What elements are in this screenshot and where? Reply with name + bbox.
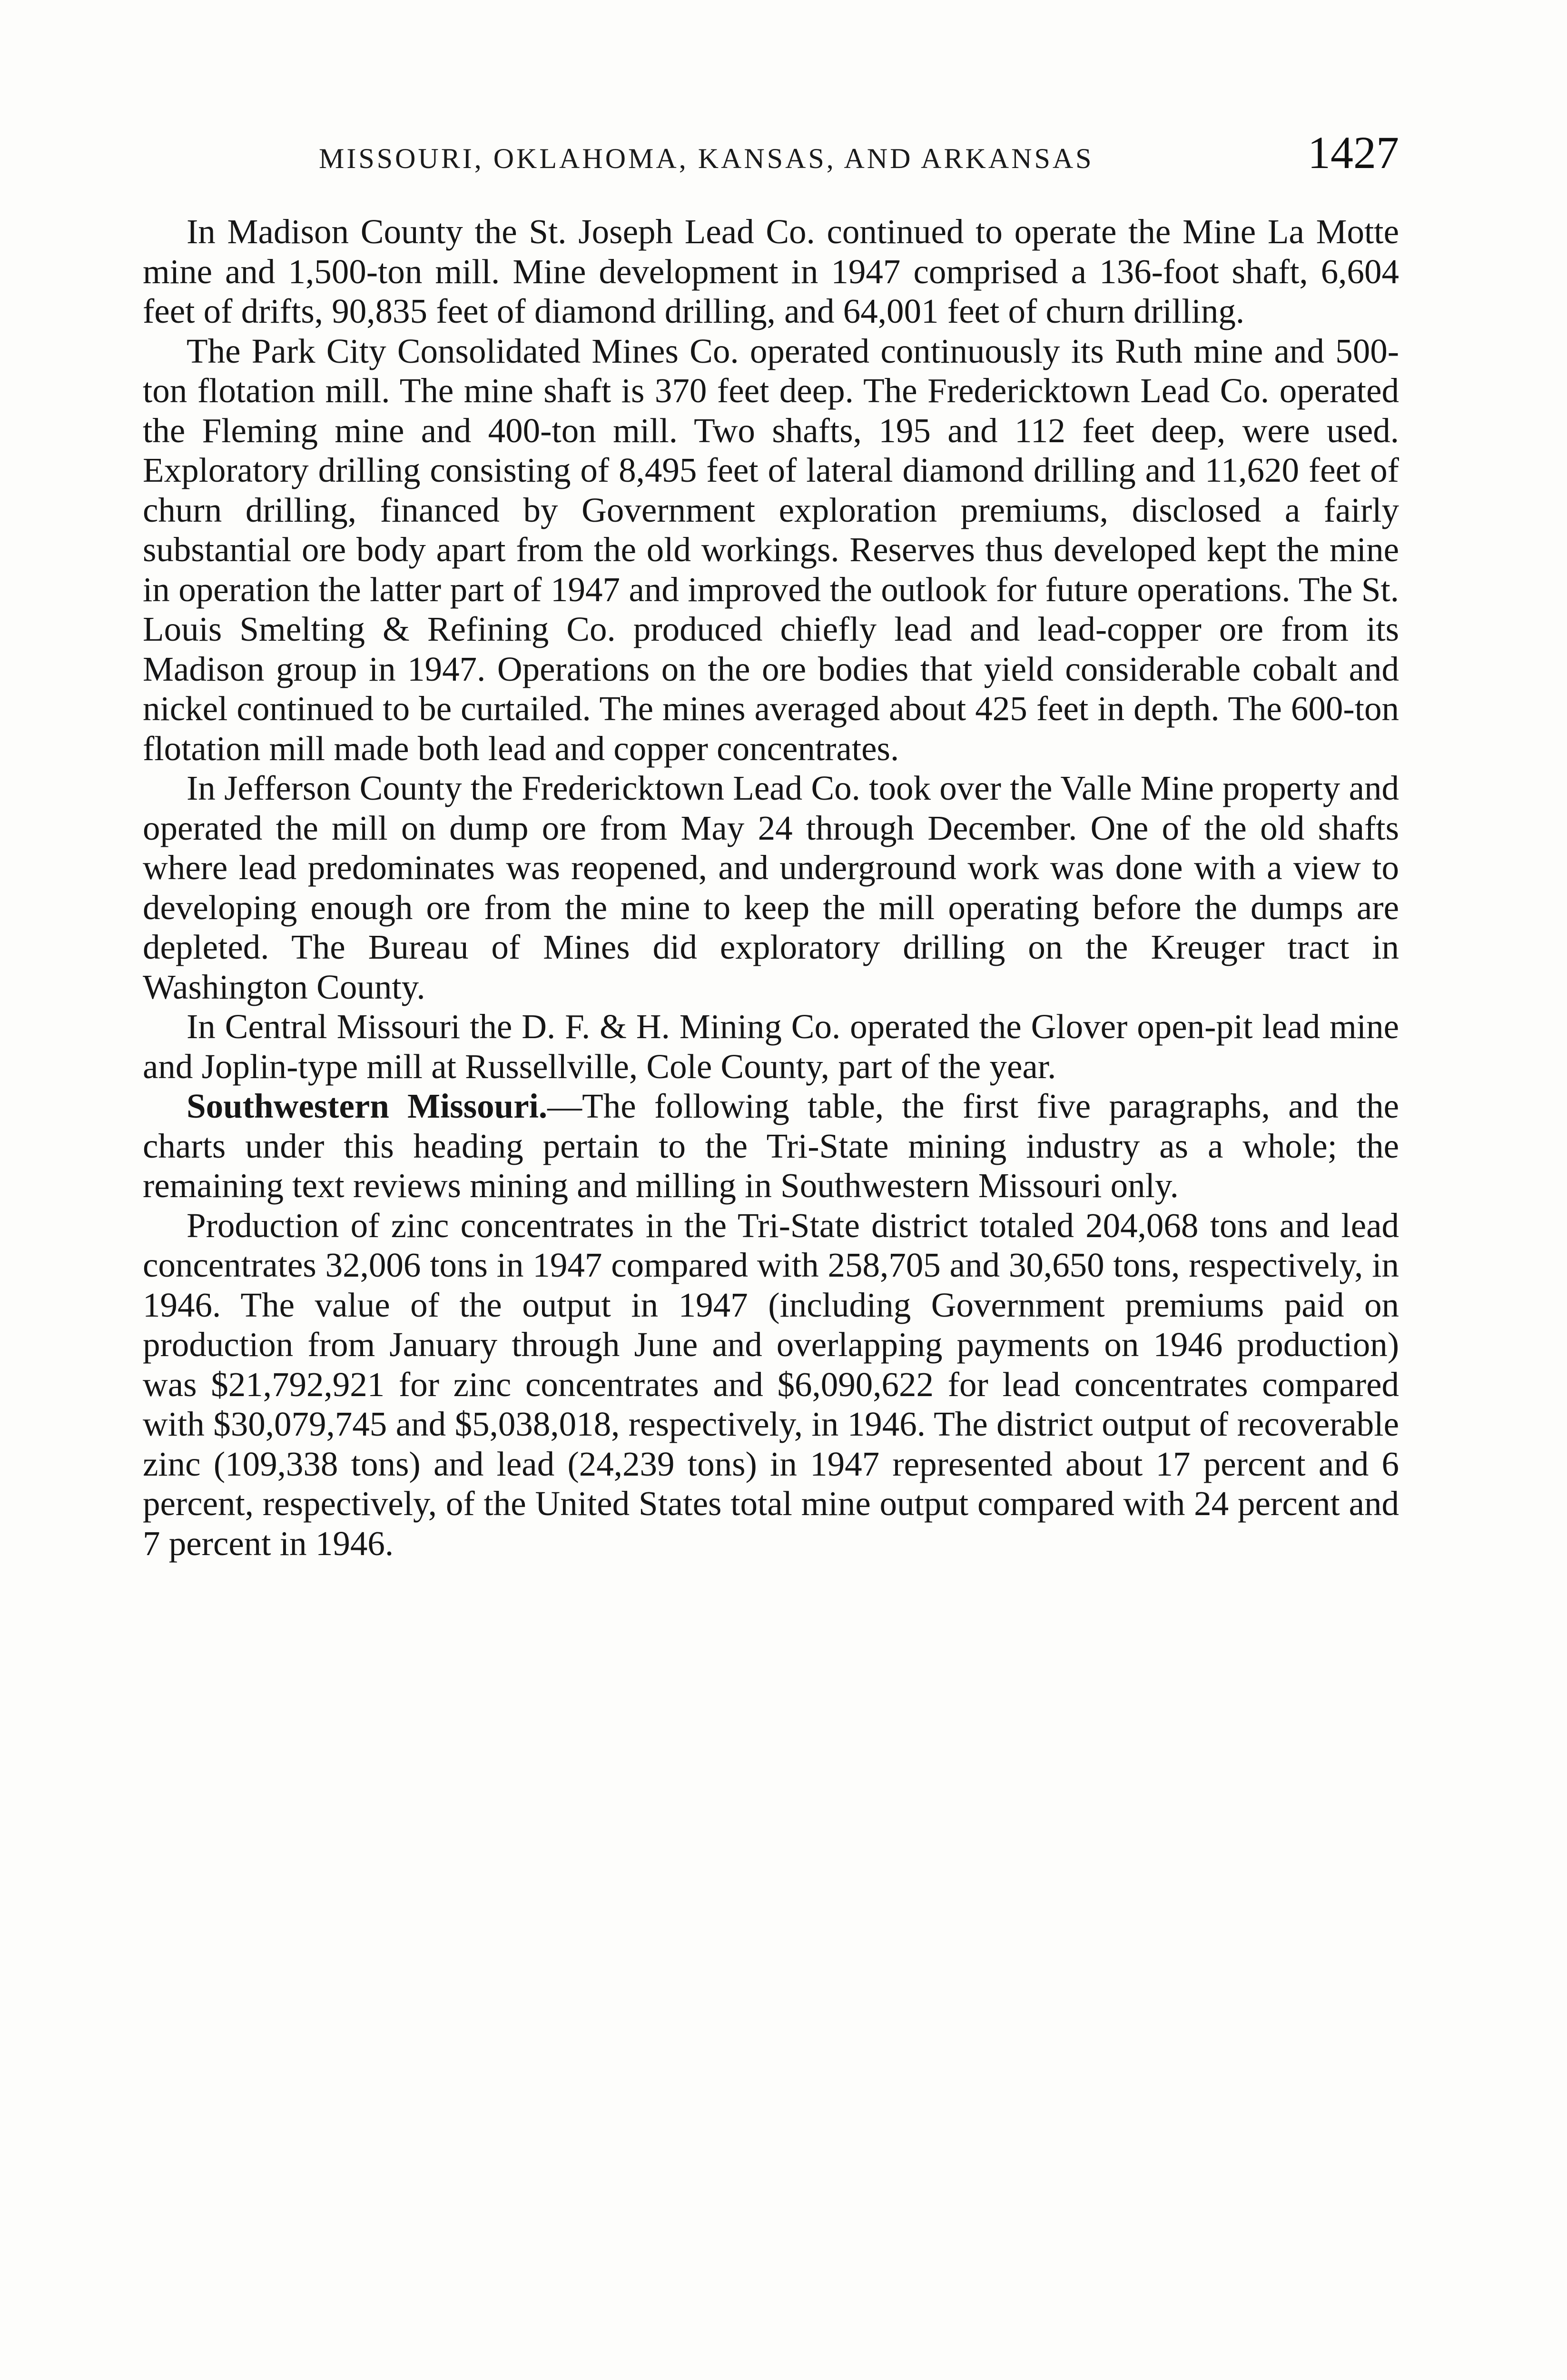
paragraph-text: Production of zinc concentrates in the Tri-State district totaled 204,068 tons and lead concentrates 32,006 tons in 1947 compared with 258,705 and 30,650 tons, respectively, in 1946. The value of the output in 1947 (including Government premiums paid on production from January through June and overlapping payments on 1946 production) was $21,792,921 for zinc concentrates and $6,090,622 for lead concentrates compared with $30,079,745 and $5,038,018, respectively, in 1946. The district output of recoverable zinc (109,338 tons) and lead (24,239 tons) in 1947 represented about 17 percent and 6 percent, respectively, of the United States total mine output compared with 24 percent and 7 percent in 1946. <box>143 1206 1399 1563</box>
paragraph-park-city-mines <box>143 331 1399 769</box>
body-text <box>143 212 1399 1563</box>
running-head <box>143 126 1399 178</box>
paragraph-text: In Central Missouri the D. F. & H. Mining Co. operated the Glover open-pit lead mine and Joplin-type mill at Russellville, Cole County, part of the year. <box>143 1007 1399 1086</box>
paragraph-central-missouri <box>143 1007 1399 1086</box>
running-title: MISSOURI, OKLAHOMA, KANSAS, AND ARKANSAS <box>319 143 1094 174</box>
paragraph-southwestern-missouri <box>143 1086 1399 1206</box>
paragraph-jefferson-county <box>143 768 1399 1007</box>
paragraph-text: In Madison County the St. Joseph Lead Co. continued to operate the Mine La Motte mine and 1,500-ton mill. Mine development in 1947 comprised a 136-foot shaft, 6,604 feet of drifts, 90,835 feet of diamond drilling, and 64,001 feet of churn drilling. <box>143 212 1399 330</box>
page-number: 1427 <box>1308 127 1399 178</box>
paragraph-tri-state-production <box>143 1206 1399 1564</box>
paragraph-text: The Park City Consolidated Mines Co. operated continuously its Ruth mine and 500-ton flotation mill. The mine shaft is 370 feet deep. The Fredericktown Lead Co. operated the Fleming mine and 400-ton mill. Two shafts, 195 and 112 feet deep, were used. Exploratory drilling consisting of 8,495 feet of lateral diamond drilling and 11,620 feet of churn drilling, financed by Government exploration premiums, disclosed a fairly substantial ore body apart from the old workings. Reserves thus developed kept the mine in operation the latter part of 1947 and improved the outlook for future operations. The St. Louis Smelting & Refining Co. produced chiefly lead and lead-copper ore from its Madison group in 1947. Operations on the ore bodies that yield considerable cobalt and nickel continued to be curtailed. The mines averaged about 425 feet in depth. The 600-ton flotation mill made both lead and copper concentrates. <box>143 331 1399 768</box>
paragraph-text: In Jefferson County the Fredericktown Lead Co. took over the Valle Mine property and operated the mill on dump ore from May 24 through December. One of the old shafts where lead predominates was reopened, and underground work was done with a view to developing enough ore from the mine to keep the mill operating before the dumps are depleted. The Bureau of Mines did exploratory drilling on the Kreuger tract in Washington County. <box>143 769 1399 1006</box>
paragraph-madison-county <box>143 212 1399 331</box>
paragraph-text: —The following table, the first five paragraphs, and the charts under this heading pertain to the Tri-State mining industry as a whole; the remaining text reviews mining and milling in Southwestern Missouri only. <box>143 1087 1399 1205</box>
section-heading: Southwestern Missouri. <box>187 1087 548 1125</box>
